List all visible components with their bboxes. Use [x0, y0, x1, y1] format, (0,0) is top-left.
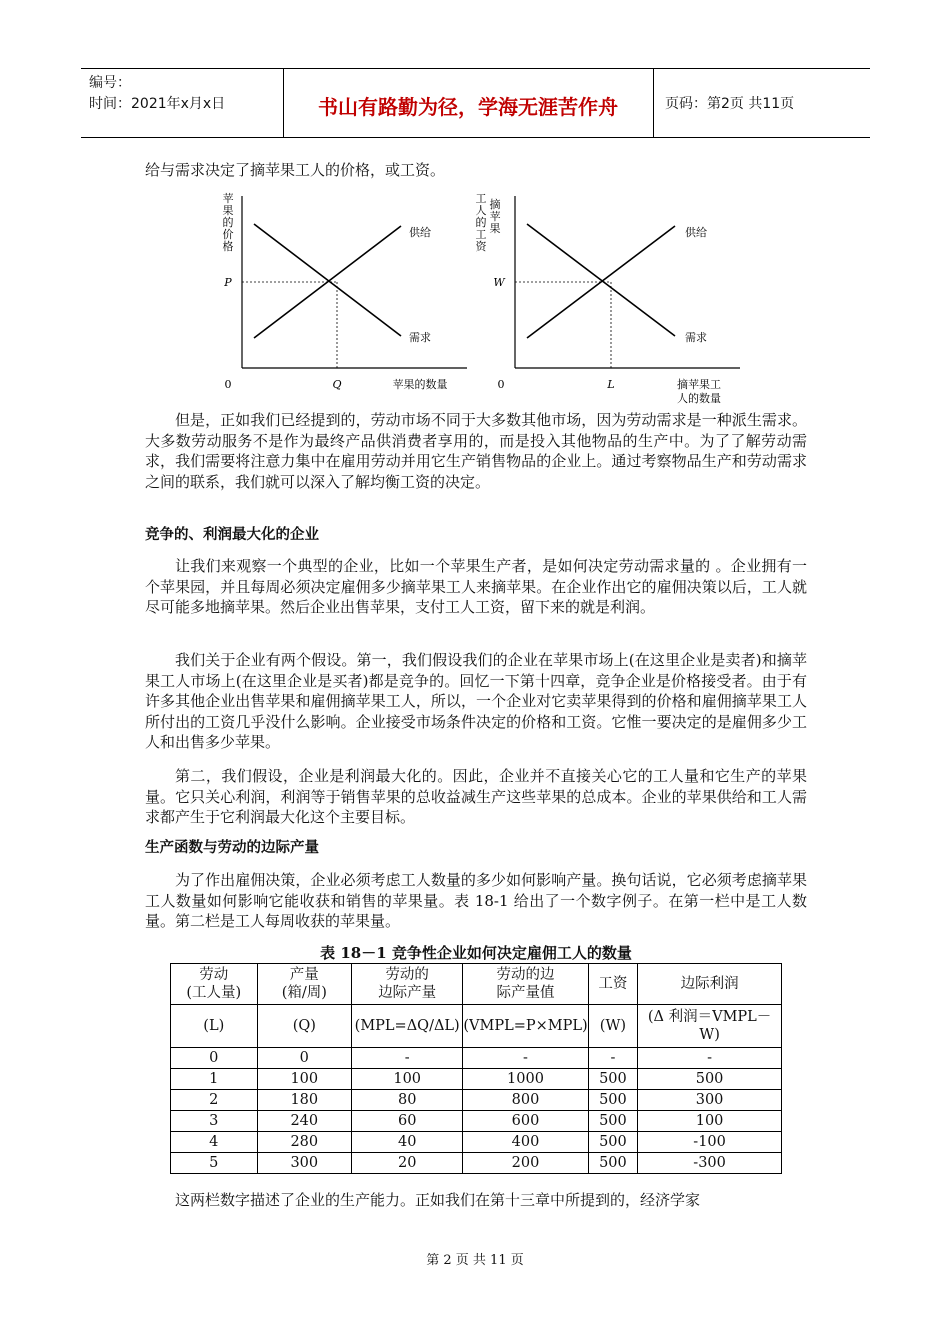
table-cell: 100 [352, 1069, 463, 1090]
axis-label-char: 的 [222, 216, 234, 229]
table-symbol-row [171, 1005, 782, 1048]
table-cell: 100 [257, 1069, 352, 1090]
axis-label-char: 格 [222, 240, 234, 253]
table-cell: - [638, 1048, 782, 1069]
left-demand-label: 需求 [409, 331, 431, 344]
doc-time-label: 时间：2021年x月x日 [89, 96, 226, 112]
table-cell: 500 [638, 1069, 782, 1090]
page-header [81, 68, 870, 138]
table-cell: 80 [352, 1090, 463, 1111]
table-cell: 500 [588, 1111, 638, 1132]
table-cell: 0 [171, 1048, 258, 1069]
section-heading-production-function: 生产函数与劳动的边际产量 [145, 840, 319, 856]
table-cell: 100 [638, 1111, 782, 1132]
table-cell: 3 [171, 1111, 258, 1132]
axis-label-char: 工 [475, 192, 487, 205]
table-cell: 400 [463, 1132, 588, 1153]
header-meta [89, 73, 225, 115]
table-cell: 500 [588, 1069, 638, 1090]
paragraph-assumption-one: 我们关于企业有两个假设。第一，我们假设我们的企业在苹果市场上(在这里企业是卖者)和摘苹果工人市场上(在这里企业是买者)都是竞争的。回忆一下第十四章，竞争企业是价格接受者。由于有许多其他企业出售苹果和雇佣摘苹果工人，所以，一个企业对它卖苹果得到的价格和雇佣摘苹果工人所付出的工资几乎没什么影响。企业接受市场条件决定的价格和工资。它惟一要决定的是雇佣多少工人和出售多少苹果。 [145, 651, 807, 751]
labor-decision-table [170, 963, 782, 1174]
right-x-axis-label-2: 人的数量 [677, 392, 721, 405]
table-row [171, 1111, 782, 1132]
axis-label-char: 人 [475, 204, 487, 217]
header-motto: 书山有路勤为径，学海无涯苦作舟 [318, 95, 618, 119]
table-header-row [171, 964, 782, 1005]
header-cell: 劳动 (工人量) [171, 964, 258, 1005]
left-quantity-tick: Q [332, 378, 342, 391]
paragraph-production-capacity: 这两栏数字描述了企业的生产能力。正如我们在第十三章中所提到的，经济学家 [175, 1191, 701, 1209]
right-wage-tick: W [493, 276, 505, 289]
symbol-cell: (MPL=ΔQ/ΔL) [352, 1005, 463, 1048]
axis-label-char: 果 [489, 222, 501, 235]
table-cell: 500 [588, 1090, 638, 1111]
axis-label-char: 苹 [489, 210, 501, 223]
left-x-axis-label: 苹果的数量 [392, 378, 448, 391]
table-cell: 4 [171, 1132, 258, 1153]
left-supply-label: 供给 [409, 226, 431, 239]
symbol-cell: (Q) [257, 1005, 352, 1048]
table-cell: 600 [463, 1111, 588, 1132]
table-cell: 180 [257, 1090, 352, 1111]
header-page-label: 页码：第2页 共11页 [665, 96, 795, 112]
left-demand-curve [254, 224, 401, 336]
paragraph-production-decision: 为了作出雇佣决策，企业必须考虑工人数量的多少如何影响产量。换句话说，它必须考虑摘苹果工人数量如何影响它能收获和销售的苹果量。表 18-1 给出了一个数字例子。在第一栏中是工人数量。第二栏是工人每周收获的苹果量。 [145, 871, 807, 930]
symbol-cell: (W) [588, 1005, 638, 1048]
table-cell: -100 [638, 1132, 782, 1153]
table-cell: 300 [257, 1153, 352, 1174]
symbol-cell: (L) [171, 1005, 258, 1048]
right-y-axis-label [476, 192, 501, 253]
table-cell: 800 [463, 1090, 588, 1111]
table-cell: 500 [588, 1153, 638, 1174]
table-cell: 300 [638, 1090, 782, 1111]
axis-label-char: 价 [222, 228, 234, 241]
axis-label-char: 苹 [222, 192, 234, 205]
right-demand-label: 需求 [685, 331, 707, 344]
table-cell: 240 [257, 1111, 352, 1132]
table-row [171, 1090, 782, 1111]
right-labor-tick: L [607, 378, 615, 391]
paragraph-assumption-two: 第二，我们假设，企业是利润最大化的。因此，企业并不直接关心它的工人量和它生产的苹果量。它只关心利润，利润等于销售苹果的总收益减生产这些苹果的总成本。企业的苹果供给和工人需求都产生于它利润最大化这个主要目标。 [145, 767, 807, 826]
table-cell: - [588, 1048, 638, 1069]
left-price-tick: P [224, 276, 232, 289]
symbol-cell: (Δ 利润＝VMPL－ W) [638, 1005, 782, 1048]
right-supply-label: 供给 [685, 226, 707, 239]
labor-market-diagram [476, 192, 741, 405]
header-cell: 劳动的边 际产量值 [463, 964, 588, 1005]
right-demand-curve [527, 224, 675, 336]
left-y-axis-label [223, 191, 234, 253]
table-cell: - [463, 1048, 588, 1069]
paragraph-apple-producer: 让我们来观察一个典型的企业，比如一个苹果生产者，是如何决定劳动需求量的 。企业拥有一个苹果园，并且每周必须决定雇佣多少摘苹果工人来摘苹果。在企业作出它的雇佣决策以后，工人就尽可能多地摘苹果。然后企业出售苹果，支付工人工资，留下来的就是利润。 [145, 557, 807, 616]
axis-label-char: 摘 [489, 198, 501, 211]
table-cell: 60 [352, 1111, 463, 1132]
table-cell: - [352, 1048, 463, 1069]
header-divider [653, 69, 654, 137]
table-row [171, 1048, 782, 1069]
axis-label-char: 工 [475, 228, 487, 241]
table-cell: -300 [638, 1153, 782, 1174]
header-cell: 工资 [588, 964, 638, 1005]
table-cell: 2 [171, 1090, 258, 1111]
apple-market-diagram [223, 191, 468, 391]
table-row [171, 1069, 782, 1090]
table-cell: 280 [257, 1132, 352, 1153]
doc-number-label: 编号： [89, 75, 131, 91]
table-cell: 1000 [463, 1069, 588, 1090]
table-caption: 表 18－1 竞争性企业如何决定雇佣工人的数量 [320, 944, 632, 962]
table-cell: 500 [588, 1132, 638, 1153]
header-cell: 边际利润 [638, 964, 782, 1005]
header-cell: 产量 (箱/周) [257, 964, 352, 1005]
paragraph-derived-demand: 但是，正如我们已经提到的，劳动市场不同于大多数其他市场，因为劳动需求是一种派生需求。大多数劳动服务不是作为最终产品供消费者享用的，而是投入其他物品的生产中。为了了解劳动需求，我们需要将注意力集中在雇用劳动并用它生产销售物品的企业上。通过考察物品生产和劳动需求之间的联系，我们就可以深入了解均衡工资的决定。 [145, 411, 807, 491]
table-cell: 20 [352, 1153, 463, 1174]
header-cell: 劳动的 边际产量 [352, 964, 463, 1005]
axis-label-char: 果 [222, 204, 234, 217]
table-row [171, 1132, 782, 1153]
table-cell: 0 [257, 1048, 352, 1069]
paragraph-intro: 给与需求决定了摘苹果工人的价格，或工资。 [145, 161, 446, 179]
table-cell: 40 [352, 1132, 463, 1153]
symbol-cell: (VMPL=P×MPL) [463, 1005, 588, 1048]
left-origin: 0 [224, 378, 232, 391]
axis-label-char: 的 [475, 216, 487, 229]
table-cell: 5 [171, 1153, 258, 1174]
table-cell: 1 [171, 1069, 258, 1090]
right-origin: 0 [497, 378, 505, 391]
section-heading-competitive-firm: 竞争的、利润最大化的企业 [145, 527, 319, 543]
supply-demand-figure [215, 188, 755, 408]
right-x-axis-label-1: 摘苹果工 [677, 378, 721, 391]
axis-label-char: 资 [475, 240, 487, 253]
table-row [171, 1153, 782, 1174]
page-footer: 第 2 页 共 11 页 [426, 1253, 524, 1268]
table-cell: 200 [463, 1153, 588, 1174]
